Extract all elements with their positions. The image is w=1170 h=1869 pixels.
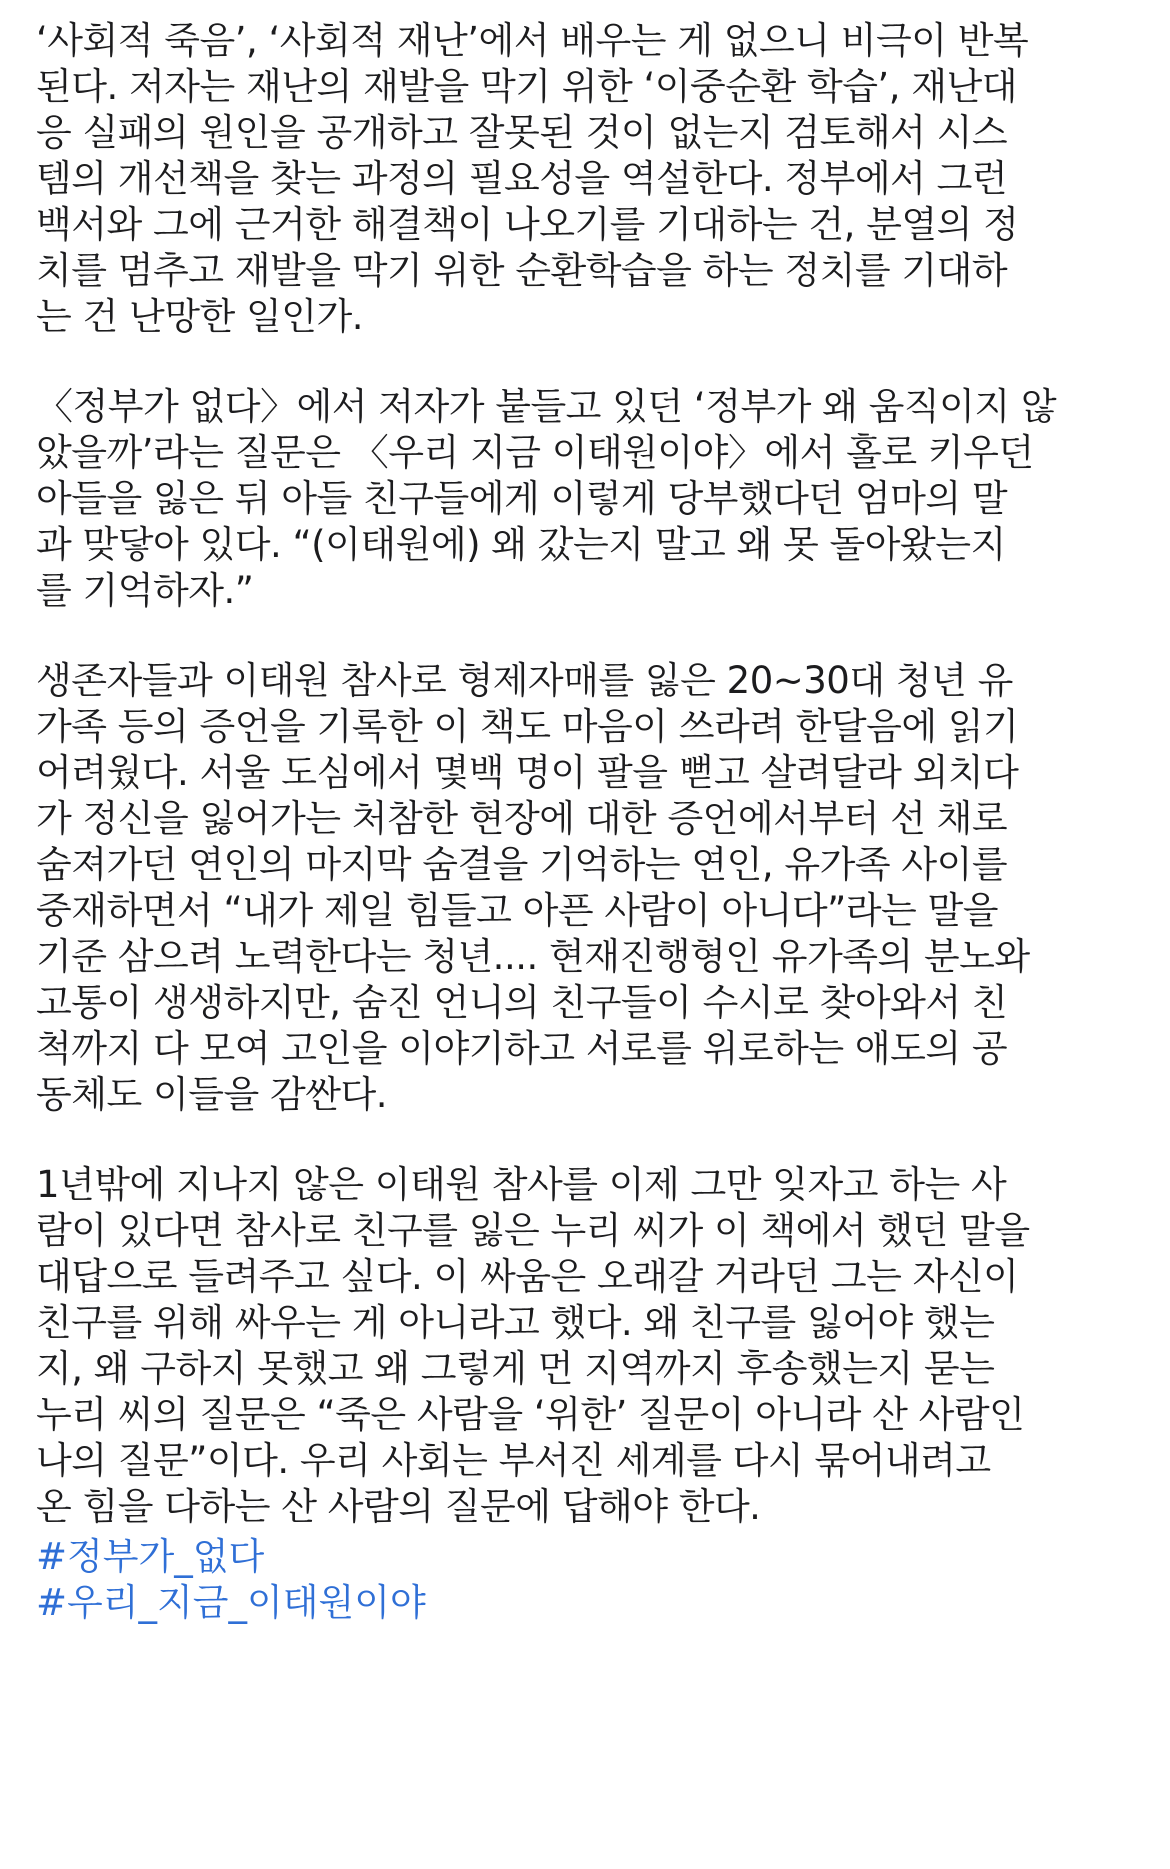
paragraph	[36, 18, 1136, 340]
text-line: 척까지 다 모여 고인을 이야기하고 서로를 위로하는 애도의 공	[36, 1027, 1008, 1070]
text-line: 를 기억하자.”	[36, 569, 254, 612]
paragraph	[36, 384, 1136, 614]
text-line: 가 정신을 잃어가는 처참한 현장에 대한 증언에서부터 선 채로	[36, 797, 1008, 840]
text-line: 숨져가던 연인의 마지막 숨결을 기억하는 연인, 유가족 사이를	[36, 843, 1008, 886]
text-line: 기준 삼으려 노력한다는 청년.... 현재진행형인 유가족의 분노와	[36, 935, 1030, 978]
text-line: 응 실패의 원인을 공개하고 잘못된 것이 없는지 검토해서 시스	[36, 111, 1008, 154]
text-line: 치를 멈추고 재발을 막기 위한 순환학습을 하는 정치를 기대하	[36, 249, 1008, 292]
hashtag-link[interactable]: #정부가_없다	[36, 1535, 265, 1578]
text-line: 템의 개선책을 찾는 과정의 필요성을 역설한다. 정부에서 그런	[36, 157, 1008, 200]
text-line: 동체도 이들을 감싼다.	[36, 1073, 387, 1116]
text-line: 온 힘을 다하는 산 사람의 질문에 답해야 한다.	[36, 1485, 761, 1528]
text-line: 지, 왜 구하지 못했고 왜 그렇게 먼 지역까지 후송했는지 묻는	[36, 1347, 995, 1390]
text-line: 아들을 잃은 뒤 아들 친구들에게 이렇게 당부했다던 엄마의 말	[36, 477, 1008, 520]
text-line: 대답으로 들려주고 싶다. 이 싸움은 오래갈 거라던 그는 자신이	[36, 1255, 1019, 1298]
paragraph	[36, 658, 1136, 1118]
text-line: 나의 질문”이다. 우리 사회는 부서진 세계를 다시 묶어내려고	[36, 1439, 991, 1482]
text-line: 생존자들과 이태원 참사로 형제자매를 잃은 20~30대 청년 유	[36, 659, 1013, 702]
hashtag-list	[36, 1534, 1136, 1626]
text-line: ‘사회적 죽음’, ‘사회적 재난’에서 배우는 게 없으니 비극이 반복	[36, 19, 1029, 62]
text-line: 았을까’라는 질문은 〈우리 지금 이태원이야〉에서 홀로 키우던	[36, 431, 1034, 474]
paragraph	[36, 1162, 1136, 1530]
text-line: 는 건 난망한 일인가.	[36, 295, 363, 338]
hashtag-link[interactable]: #우리_지금_이태원이야	[36, 1581, 426, 1624]
text-line: 친구를 위해 싸우는 게 아니라고 했다. 왜 친구를 잃어야 했는	[36, 1301, 995, 1344]
post-body	[36, 18, 1136, 1626]
text-line: 백서와 그에 근거한 해결책이 나오기를 기대하는 건, 분열의 정	[36, 203, 1019, 246]
text-line: 람이 있다면 참사로 친구를 잃은 누리 씨가 이 책에서 했던 말을	[36, 1209, 1030, 1252]
text-line: 고통이 생생하지만, 숨진 언니의 친구들이 수시로 찾아와서 친	[36, 981, 1008, 1024]
text-line: 과 맞닿아 있다. “(이태원에) 왜 갔는지 말고 왜 못 돌아왔는지	[36, 523, 1006, 566]
post-text	[36, 18, 1136, 1530]
text-line: 가족 등의 증언을 기록한 이 책도 마음이 쓰라려 한달음에 읽기	[36, 705, 1019, 748]
text-line: 〈정부가 없다〉에서 저자가 붙들고 있던 ‘정부가 왜 움직이지 않	[36, 385, 1057, 428]
text-line: 누리 씨의 질문은 “죽은 사람을 ‘위한’ 질문이 아니라 산 사람인	[36, 1393, 1025, 1436]
text-line: 된다. 저자는 재난의 재발을 막기 위한 ‘이중순환 학습’, 재난대	[36, 65, 1017, 108]
text-line: 중재하면서 “내가 제일 힘들고 아픈 사람이 아니다”라는 말을	[36, 889, 998, 932]
text-line: 1년밖에 지나지 않은 이태원 참사를 이제 그만 잊자고 하는 사	[36, 1163, 1007, 1206]
text-line: 어려웠다. 서울 도심에서 몇백 명이 팔을 뻗고 살려달라 외치다	[36, 751, 1019, 794]
